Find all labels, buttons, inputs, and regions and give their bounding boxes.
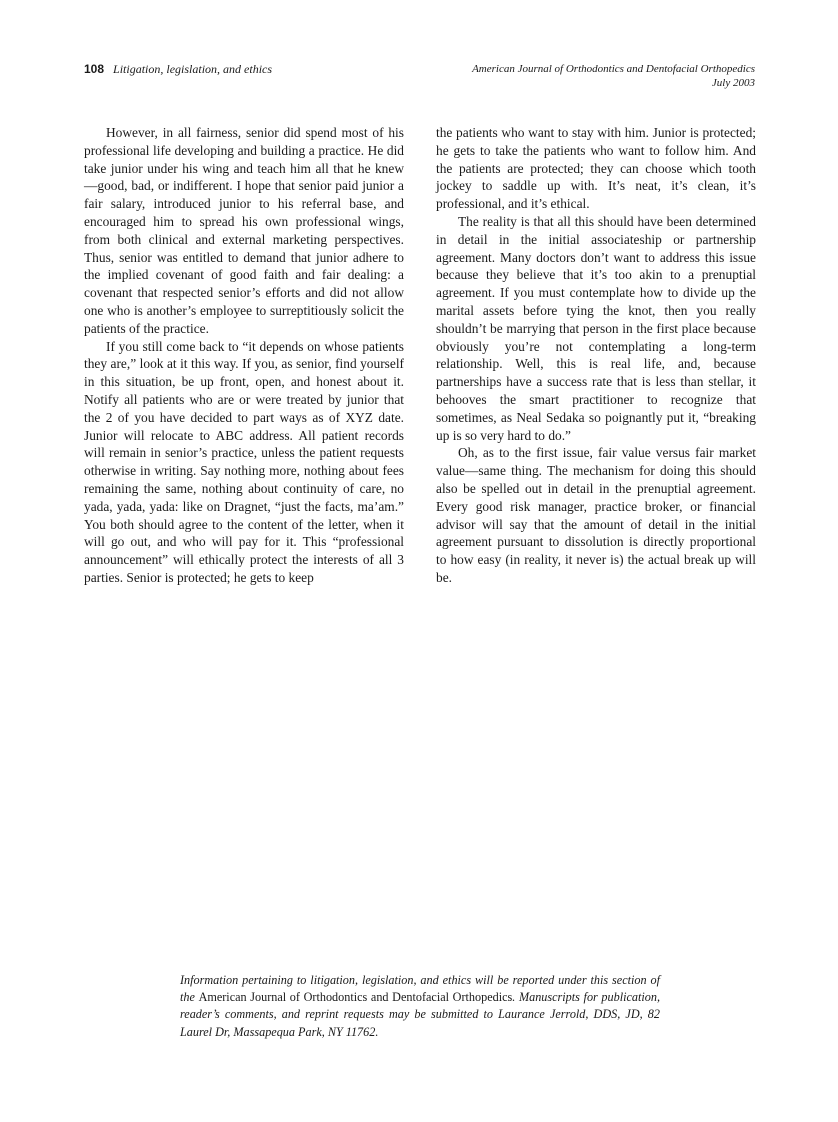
- footnote-text: Information pertaining to litigation, legislation, and ethics will be reported under this section of the: [180, 973, 660, 1005]
- body-paragraph: If you still come back to “it depends on whose patients they are,” look at it this way. If you, as senior, find yourself in this situation, be up front, open, and honest about it. Notify all patients who are or were treated by junior that the 2 of you have decided to part ways as of XYZ date. Junior will relocate to ABC address. All patient records will remain in senior’s practice, unless the patient requests otherwise in writing. Say nothing more, nothing about fees remaining the same, nothing about continuity of care, no yada, yada, yada: like on Dragnet, “just the facts, ma’am.” You both should agree to the content of the letter, when it will go out, and who will pay for it. This “professional announcement” will ethically protect the interests of all 3 parties. Senior is protected; he gets to keep: [84, 338, 404, 585]
- left-column: [84, 124, 404, 587]
- journal-name: American Journal of Orthodontics and Dentofacial Orthopedics: [472, 63, 755, 75]
- running-header-left: [84, 62, 272, 77]
- body-paragraph: However, in all fairness, senior did spend most of his professional life developing and building a practice. He did take junior under his wing and teach him all that he knew—good, bad, or indifferent. I hope that senior paid junior a fair salary, introduced junior to his referral base, and encouraged him to spread his own professional wings, from both clinical and external marketing perspectives. Thus, senior was entitled to demand that junior adhere to the implied covenant of good faith and fair dealing: a covenant that respected senior’s efforts and did not allow one who is another’s employee to surreptitiously solicit the patients of the practice.: [84, 125, 404, 336]
- body-paragraph: The reality is that all this should have been determined in detail in the initial associateship or partnership agreement. Many doctors don’t want to address this issue because they believe that it’s too akin to a prenuptial agreement. If you must contemplate how to divide up the marital assets before tying the knot, then you really shouldn’t be marrying that person in the first place because obviously you’re not contemplating a long-term relationship. Well, this is real life, and, because partnerships have a success rate that is less than stellar, it behooves the smart practitioner to recognize that sometimes, as Neal Sedaka so poignantly put it, “breaking up is so very hard to do.”: [436, 213, 756, 443]
- running-header-right: [472, 62, 755, 90]
- section-footnote: [180, 972, 660, 1041]
- body-paragraph-continuation: the patients who want to stay with him. Junior is protected; he gets to take the patients who want to follow him. And the patients are protected; they can choose which tooth jockey to saddle up with. It’s neat, it’s clean, it’s professional, and it’s ethical.: [436, 125, 756, 212]
- page-number: 108: [84, 62, 105, 76]
- issue-date: July 2003: [711, 77, 755, 89]
- body-paragraph: Oh, as to the first issue, fair value versus fair market value—same thing. The mechanism for doing this should also be spelled out in detail in the prenuptial agreement. Every good risk manager, practice broker, or financial advisor will say that the amount of detail in the initial agreement pursuant to dissolution is directly proportional to how easy (in reality, it never is) the actual break up will be.: [436, 445, 756, 585]
- section-title: Litigation, legislation, and ethics: [113, 62, 273, 76]
- right-column: [436, 124, 756, 587]
- footnote-text: . Manuscripts for publication, reader’s comments, and reprint requests may be submitted to Laurance Jerrold, DDS, JD, 82 Laurel Dr, Massapequa Park, NY 11762.: [180, 990, 660, 1039]
- footnote-journal-name: American Journal of Orthodontics and Dentofacial Orthopedics: [198, 990, 513, 1005]
